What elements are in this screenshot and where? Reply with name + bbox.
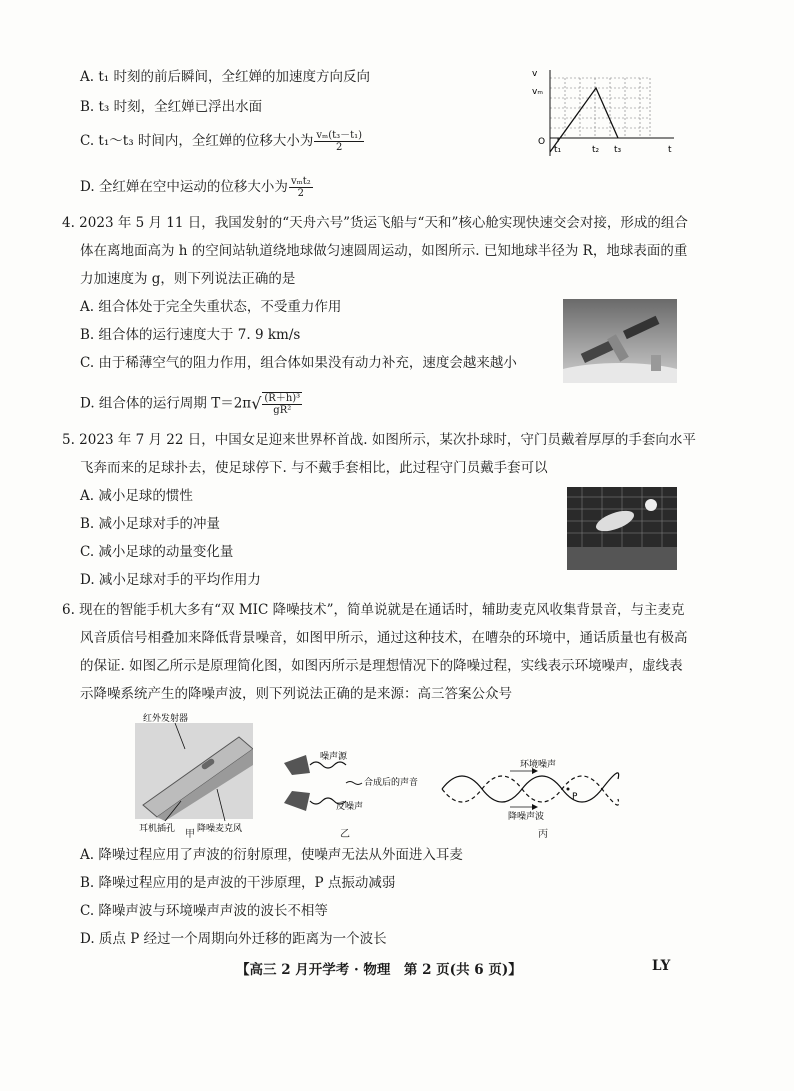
figure-jia-label-ir: 红外发射器 — [143, 714, 189, 724]
q4-option-d-denominator: gR² — [273, 405, 292, 416]
q4-option-c: C. 由于稀薄空气的阻力作用，组合体如果没有动力补充，速度会越来越小 — [80, 355, 517, 371]
page-footer-code: LY — [652, 958, 671, 974]
q6-option-b: B. 降噪过程应用的是声波的干涉原理，P 点振动减弱 — [80, 875, 396, 891]
q3-graph-t-label: t — [668, 145, 672, 155]
figure-jia-caption: 甲 — [185, 829, 195, 840]
figure-bing-waves — [440, 757, 620, 821]
page-footer: 【高三 2 月开学考 · 物理 第 2 页(共 6 页)】 — [236, 962, 522, 978]
figure-bing-ambient-wave — [442, 773, 619, 802]
q6-option-a: A. 降噪过程应用了声波的衍射原理，使噪声无法从外面进入耳麦 — [80, 847, 463, 863]
q3-graph-grid — [550, 78, 650, 138]
q3-option-d-numerator: vₘt₂ — [290, 176, 311, 187]
figure-yi-label-combined: 合成后的声音 — [364, 778, 419, 788]
figure-yi-diagram — [280, 749, 430, 819]
q3-option-d-fraction — [289, 176, 313, 199]
q3-option-d — [80, 176, 314, 199]
q4-stem-line1: 4. 2023 年 5 月 11 日，我国发射的“天舟六号”货运飞船与“天和”核心舱实现快速交会对接，形成的组合 — [62, 215, 688, 231]
figure-jia-label-jack: 耳机插孔 — [139, 824, 176, 834]
q3-option-c-fraction — [314, 130, 364, 153]
q6-stem-line3: 的保证. 如图乙所示是原理简化图，如图丙所示是理想情况下的降噪过程，实线表示环境噪声，虚线表 — [80, 658, 683, 674]
q4-option-d-numerator: (R＋h)³ — [264, 393, 301, 404]
q3-option-c-numerator: vₘ(t₃－t₁) — [316, 130, 363, 141]
q4-option-b: B. 组合体的运行速度大于 7. 9 km/s — [80, 327, 301, 343]
q3-option-c-text: C. t₁～t₃ 时间内，全红婵的位移大小为 — [80, 133, 314, 149]
q3-graph-t1-label: t₁ — [554, 145, 562, 155]
q3-option-a: A. t₁ 时刻的前后瞬间，全红婵的加速度方向反向 — [80, 69, 370, 85]
q3-graph-vm-label: vₘ — [532, 87, 543, 97]
q5-option-c: C. 减小足球的动量变化量 — [80, 544, 234, 560]
figure-bing-label-ambient: 环境噪声 — [520, 760, 557, 770]
space-station-photo — [563, 299, 677, 383]
q3-vt-graph — [528, 66, 680, 162]
q5-option-d: D. 减小足球对手的平均作用力 — [80, 572, 261, 588]
q6-option-d: D. 质点 P 经过一个周期向外迁移的距离为一个波长 — [80, 931, 387, 947]
q3-option-d-text: D. 全红婵在空中运动的位移大小为 — [80, 179, 288, 195]
q5-option-a: A. 减小足球的惯性 — [80, 488, 193, 504]
figure-yi-label-source: 噪声源 — [320, 752, 348, 762]
q3-graph-line — [550, 88, 618, 152]
q3-graph-t2-label: t₂ — [592, 145, 600, 155]
q3-option-d-denominator: 2 — [297, 188, 305, 199]
q5-stem-line1: 5. 2023 年 7 月 22 日，中国女足迎来世界杯首战. 如图所示，某次扑球时，守门员戴着厚厚的手套向水平 — [62, 432, 696, 448]
q6-stem-line1: 6. 现在的智能手机大多有“双 MIC 降噪技术”，简单说就是在通话时，辅助麦克风收集背景音，与主麦克 — [62, 602, 685, 618]
figure-bing-point-p: P — [572, 792, 578, 802]
goalkeeper-photo — [567, 487, 677, 570]
q3-graph-origin-label: O — [538, 137, 546, 147]
q5-option-b: B. 减小足球对手的冲量 — [80, 516, 221, 532]
figure-jia-phone — [135, 709, 253, 835]
figure-yi-caption: 乙 — [340, 829, 350, 840]
q4-option-d: D. 组合体的运行周期 T＝2π√ $\frac{\text{(R＋h)³}}{\text{gR²}}$ — [80, 393, 301, 416]
q5-stem-line2: 飞奔而来的足球扑去，使足球停下. 与不戴手套相比，此过程守门员戴手套可以 — [80, 460, 548, 476]
q3-graph-t3-label: t₃ — [614, 145, 622, 155]
figure-jia-label-mic: 降噪麦克风 — [197, 824, 243, 834]
figure-bing-label-anti: 降噪声波 — [508, 812, 545, 821]
figure-yi-label-anti: 反噪声 — [336, 802, 364, 812]
q4-option-d-text: D. 组合体的运行周期 T＝2π — [80, 395, 252, 412]
q6-option-c: C. 降噪声波与环境噪声声波的波长不相等 — [80, 903, 328, 919]
q4-stem-line2: 体在离地面高为 h 的空间站轨道绕地球做匀速圆周运动，如图所示. 已知地球半径为 R，地球表面的重 — [80, 243, 688, 259]
q3-graph-v-label: v — [532, 69, 538, 79]
q4-option-a: A. 组合体处于完全失重状态，不受重力作用 — [80, 299, 342, 315]
q3-option-c-denominator: 2 — [336, 142, 343, 153]
q4-option-d-fraction — [262, 392, 302, 416]
q3-option-c — [80, 130, 365, 153]
q3-option-b: B. t₃ 时刻，全红婵已浮出水面 — [80, 99, 263, 115]
figure-bing-caption: 丙 — [538, 829, 548, 840]
q6-stem-line2: 风音质信号相叠加来降低背景噪音，如图甲所示，通过这种技术，在嘈杂的环境中，通话质量也有极高 — [80, 630, 688, 646]
q6-stem-line4: 示降噪系统产生的降噪声波，则下列说法正确的是来源：高三答案公众号 — [80, 686, 512, 702]
q4-stem-line3: 力加速度为 g，则下列说法正确的是 — [80, 271, 296, 287]
